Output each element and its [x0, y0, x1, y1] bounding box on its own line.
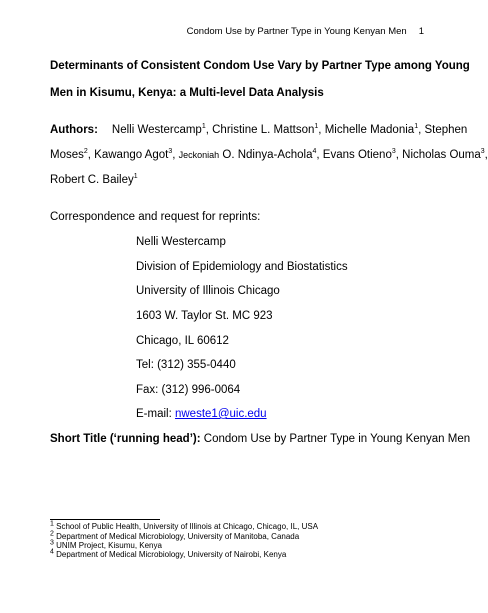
footnote-1: [50, 522, 318, 531]
authors-line-1: Authors: Nelli Westercamp$^1$, Christine L. Mattson$^1$, Michelle Madonia$^1$, Stephen: [50, 123, 468, 136]
footnote-text: Department of Medical Microbiology, University of Nairobi, Kenya: [53, 550, 287, 559]
affiliation-sup: 3: [480, 148, 485, 156]
affiliation-sup: 1: [201, 123, 206, 131]
footnote-text: Department of Medical Microbiology, University of Manitoba, Canada: [53, 532, 300, 541]
running-head: [187, 26, 424, 37]
footnote-divider: [50, 519, 160, 520]
affiliation-sup: 3: [391, 148, 396, 156]
affiliation-sup: 2: [83, 148, 88, 156]
footnote-text: UNIM Project, Kisumu, Kenya: [53, 541, 162, 550]
author-first-name: Jeckoniah: [178, 150, 220, 160]
affiliation-sup: 3: [168, 148, 173, 156]
short-title-label: Short Title (‘running head’):: [50, 433, 201, 445]
paper-title-line-2: Men in Kisumu, Kenya: a Multi-level Data Analysis: [50, 87, 324, 99]
footnote-text: School of Public Health, University of Illinois at Chicago, Chicago, IL, USA: [53, 522, 319, 531]
contact-fax: Fax: (312) 996-0064: [136, 384, 241, 396]
affiliation-sup: 4: [312, 148, 317, 156]
footnote-4: [50, 550, 286, 559]
contact-city: Chicago, IL 60612: [136, 335, 229, 347]
author-name: Evans Otieno: [322, 149, 392, 161]
authors-line-3: [50, 174, 138, 186]
author-name: Kawango Agot: [94, 149, 169, 161]
author-name: Stephen: [424, 124, 468, 136]
contact-tel: Tel: (312) 355-0440: [136, 359, 236, 371]
contact-department: Division of Epidemiology and Biostatistics: [136, 261, 348, 273]
authors-line-2: Moses$^2$, Kawango Agot$^3$, Jeckoniah O. Ndinya-Achola$^4$, Evans Otieno$^3$, Nicholas Ouma$^3$,: [50, 148, 488, 161]
author-name: Robert C. Bailey: [50, 174, 134, 186]
affiliation-sup: 1: [314, 123, 319, 131]
contact-email: [136, 408, 267, 420]
short-title: [50, 433, 470, 445]
contact-street: 1603 W. Taylor St. MC 923: [136, 310, 273, 322]
author-name: Moses: [50, 149, 84, 161]
short-title-text: Condom Use by Partner Type in Young Kenyan Men: [200, 433, 471, 445]
author-name: Nicholas Ouma: [402, 149, 481, 161]
email-label: E-mail:: [136, 408, 175, 420]
footnote-number: 4: [50, 548, 54, 556]
author-name: O. Ndinya-Achola: [222, 149, 313, 161]
footnote-number: 1: [50, 520, 54, 528]
page-number: 1: [418, 26, 424, 37]
author-name: Christine L. Mattson: [212, 124, 315, 136]
footnote-2: [50, 532, 299, 541]
footnote-3: [50, 541, 162, 550]
footnote-number: 3: [50, 539, 54, 547]
footnote-number: 2: [50, 530, 54, 538]
contact-university: University of Illinois Chicago: [136, 285, 280, 297]
correspondence-label: Correspondence and request for reprints:: [50, 211, 261, 223]
authors-label: Authors:: [50, 124, 98, 136]
affiliation-sup: 1: [414, 123, 419, 131]
contact-name: Nelli Westercamp: [136, 236, 226, 248]
paper-title-line-1: Determinants of Consistent Condom Use Vary by Partner Type among Young: [50, 60, 470, 72]
affiliation-sup: 1: [133, 173, 138, 181]
running-head-text: Condom Use by Partner Type in Young Kenyan Men: [186, 26, 407, 37]
email-link[interactable]: nweste1@uic.edu: [174, 408, 267, 420]
author-name: Nelli Westercamp: [111, 124, 202, 136]
author-name: Michelle Madonia: [324, 124, 415, 136]
